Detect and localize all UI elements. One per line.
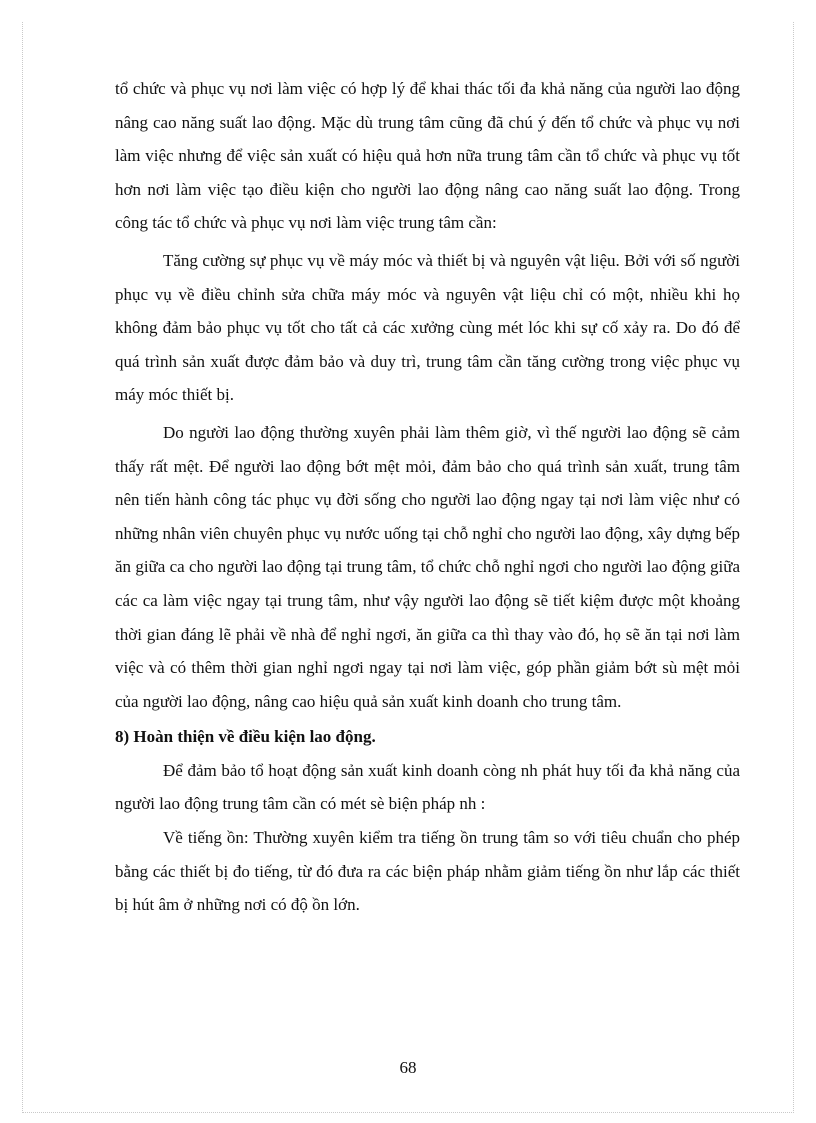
document-body [115, 72, 740, 922]
section-paragraph-1: Để đảm bảo tổ hoạt động sản xuất kinh doanh còng nh phát huy tối đa khả năng của người lao động trung tâm cần có mét sè biện pháp nh : [115, 760, 740, 814]
paragraph-3: Do người lao động thường xuyên phải làm thêm giờ, vì thế người lao động sẽ cảm thấy rất mệt. Để người lao động bớt mệt mỏi, đảm bảo cho quá trình sản xuất, trung tâm nên tiến hành công tác phục vụ đời sống cho người lao động ngay tại nơi làm việc như có những nhân viên chuyên phục vụ nước uống tại chỗ nghỉ cho người lao động, xây dựng bếp ăn giữa ca cho người lao động tại trung tâm, tổ chức chỗ nghỉ ngơi cho người lao động giữa các ca làm việc ngay tại trung tâm, như vậy người lao động sẽ tiết kiệm được một khoảng thời gian đáng lẽ phải về nhà để nghỉ ngơi, ăn giữa ca thì thay vào đó, họ sẽ ăn tại nơi làm việc và có thêm thời gian nghỉ ngơi ngay tại nơi làm việc, góp phần giảm bớt sù mệt mỏi của người lao động, nâng cao hiệu quả sản xuất kinh doanh cho trung tâm. [115, 422, 740, 711]
page-number: 68 [399, 1058, 417, 1077]
paragraph-1: tổ chức và phục vụ nơi làm việc có hợp lý để khai thác tối đa khả năng của người lao động nâng cao năng suất lao động. Mặc dù trung tâm cũng đã chú ý đến tổ chức và phục vụ nơi làm việc nhưng để việc sản xuất có hiệu quả hơn nữa trung tâm cần tổ chức và phục vụ tốt hơn nơi làm việc tạo điều kiện cho người lao động nâng cao năng suất lao động. Trong công tác tổ chức và phục vụ nơi làm việc trung tâm cần: [115, 79, 740, 233]
section-paragraph-2: Về tiếng ồn: Thường xuyên kiểm tra tiếng ồn trung tâm so với tiêu chuẩn cho phép bằng các thiết bị đo tiếng, từ đó đưa ra các biện pháp nhằm giảm tiếng ồn như lắp các thiết bị hút âm ở những nơi có độ ồn lớn. [115, 828, 740, 915]
section-heading: 8) Hoàn thiện về điều kiện lao động. [115, 727, 376, 747]
paragraph-2: Tăng cường sự phục vụ về máy móc và thiết bị và nguyên vật liệu. Bởi với số người phục vụ về điều chỉnh sửa chữa máy móc và nguyên vật liệu chỉ có một, nhiều khi họ không đảm bảo phục vụ tốt cho tất cả các xưởng cùng mét lóc khi sự cố xảy ra. Do đó để quá trình sản xuất được đảm bảo và duy trì, trung tâm cần tăng cường trong việc phục vụ máy móc thiết bị. [115, 250, 740, 405]
